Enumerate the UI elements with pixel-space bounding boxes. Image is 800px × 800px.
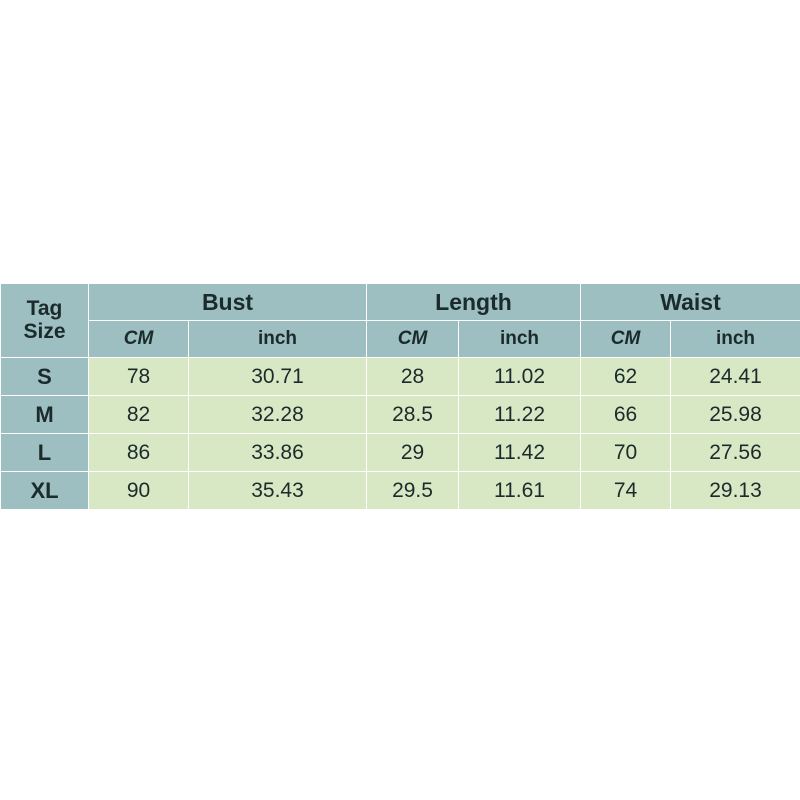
row-size-label: S <box>1 358 89 396</box>
cell-waist-cm: 70 <box>581 434 671 472</box>
unit-header-bust-inch: inch <box>189 321 367 358</box>
cell-waist-cm: 62 <box>581 358 671 396</box>
table-head <box>1 284 800 358</box>
table-row <box>1 396 800 434</box>
cell-waist-cm: 66 <box>581 396 671 434</box>
cell-waist-inch: 29.13 <box>671 472 800 510</box>
cell-waist-inch: 27.56 <box>671 434 800 472</box>
cell-bust-cm: 90 <box>89 472 189 510</box>
group-header-bust: Bust <box>89 284 367 321</box>
cell-bust-cm: 78 <box>89 358 189 396</box>
cell-bust-cm: 86 <box>89 434 189 472</box>
cell-length-inch: 11.22 <box>459 396 581 434</box>
cell-bust-inch: 32.28 <box>189 396 367 434</box>
cell-length-cm: 28.5 <box>367 396 459 434</box>
cell-waist-cm: 74 <box>581 472 671 510</box>
table-row <box>1 358 800 396</box>
cell-bust-inch: 35.43 <box>189 472 367 510</box>
unit-header-bust-cm: CM <box>89 321 189 358</box>
cell-waist-inch: 25.98 <box>671 396 800 434</box>
size-chart-table <box>0 283 800 510</box>
cell-length-inch: 11.61 <box>459 472 581 510</box>
cell-length-inch: 11.02 <box>459 358 581 396</box>
cell-length-cm: 29 <box>367 434 459 472</box>
cell-length-cm: 29.5 <box>367 472 459 510</box>
group-header-waist: Waist <box>581 284 800 321</box>
unit-header-length-inch: inch <box>459 321 581 358</box>
table-row <box>1 434 800 472</box>
row-size-label: L <box>1 434 89 472</box>
tag-size-header <box>1 284 89 358</box>
unit-header-waist-inch: inch <box>671 321 800 358</box>
table-row <box>1 472 800 510</box>
cell-bust-inch: 33.86 <box>189 434 367 472</box>
cell-bust-inch: 30.71 <box>189 358 367 396</box>
group-header-row <box>1 284 800 321</box>
unit-header-length-cm: CM <box>367 321 459 358</box>
cell-length-cm: 28 <box>367 358 459 396</box>
cell-length-inch: 11.42 <box>459 434 581 472</box>
unit-header-row <box>1 321 800 358</box>
group-header-length: Length <box>367 284 581 321</box>
tag-size-header-line2: Size <box>23 319 66 343</box>
size-chart <box>0 283 800 510</box>
unit-header-waist-cm: CM <box>581 321 671 358</box>
cell-waist-inch: 24.41 <box>671 358 800 396</box>
row-size-label: M <box>1 396 89 434</box>
row-size-label: XL <box>1 472 89 510</box>
cell-bust-cm: 82 <box>89 396 189 434</box>
tag-size-header-line1: Tag <box>26 297 63 321</box>
table-body <box>1 358 800 510</box>
